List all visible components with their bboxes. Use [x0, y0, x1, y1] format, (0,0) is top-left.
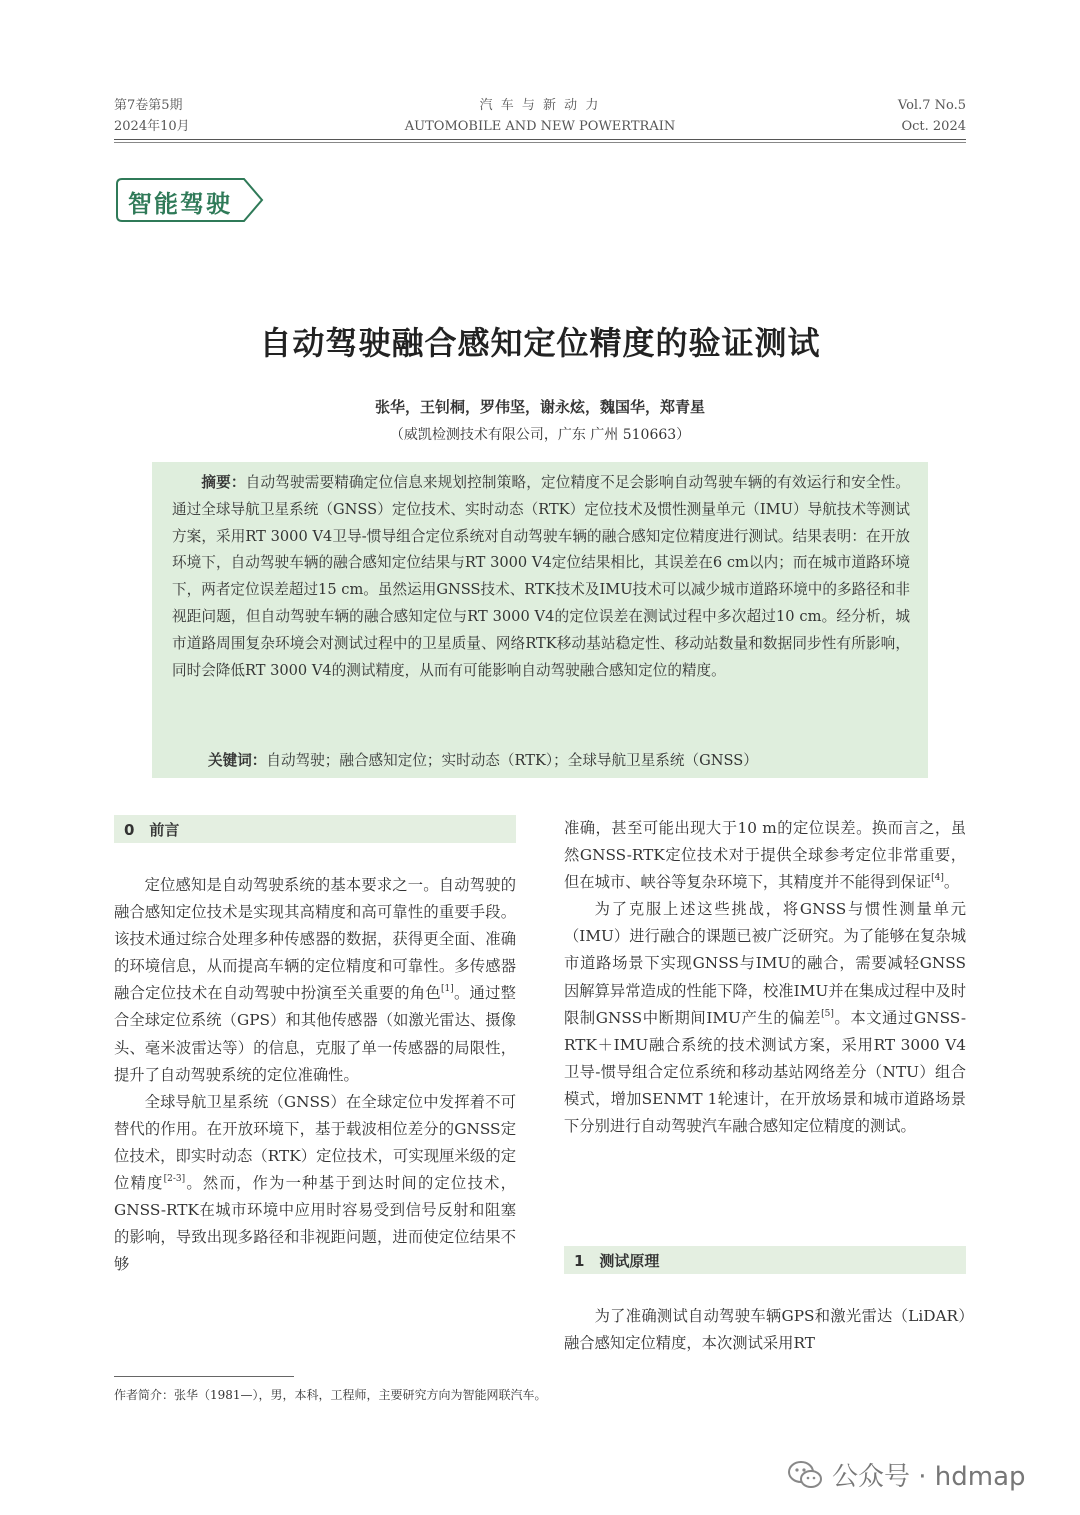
volume-date: Oct. 2024	[901, 119, 966, 134]
keywords	[208, 749, 758, 770]
citation: [5]	[821, 1008, 834, 1019]
paragraph: 为了准确测试自动驾驶车辆GPS和激光雷达（LiDAR）融合感知定位精度，本次测试采用RT	[564, 1307, 966, 1353]
footnote-rule	[114, 1376, 294, 1377]
column-tag-label: 智能驾驶	[128, 190, 232, 218]
issue-date: 2024年10月	[114, 119, 190, 134]
paragraph-text: 为了克服上述这些挑战，将GNSS与惯性测量单元（IMU）进行融合的课题已被广泛研究。为了能够在复杂城市道路场景下实现GNSS与IMU的融合，需要减轻GNSS因解算异常造成的性能下降，校准IMU并在集成过程中及时限制GNSS中断期间IMU产生的偏差	[564, 900, 966, 1027]
paragraph-text: 。然而，作为一种基于到达时间的定位技术，GNSS-RTK在城市环境中应用时容易受到信号反射和阻塞的影响，导致出现多路径和非视距问题，进而使定位结果不够	[114, 1174, 516, 1274]
wechat-icon	[788, 1460, 822, 1490]
keywords-label: 关键词：	[208, 752, 267, 769]
journal-name-en: AUTOMOBILE AND NEW POWERTRAIN	[404, 119, 676, 134]
volume-number: Vol.7 No.5	[897, 98, 966, 113]
watermark	[788, 1456, 1026, 1493]
article-title: 自动驾驶融合感知定位精度的验证测试	[259, 324, 821, 362]
paragraph	[114, 1089, 516, 1279]
abstract-label: 摘要：	[201, 474, 246, 491]
paragraph-text: 。本文通过GNSS-RTK＋IMU融合系统的技术测试方案，采用RT 3000 V4卫导-惯导组合定位系统和移动基站网络差分（NTU）组合模式，增加SENMT 1轮速计，在开放场景和城市道路场景下分别进行自动驾驶汽车融合感知定位精度的测试。	[564, 1008, 966, 1136]
journal-name-cn: 汽 车 与 新 动 力	[479, 98, 601, 113]
paragraph-text: 准确，甚至可能出现大于10 m的定位误差。换而言之，虽然GNSS-RTK定位技术对于提供全球参考定位非常重要，但在城市、峡谷等复杂环境下，其精度并不能得到保证	[564, 819, 966, 892]
affiliation: （威凯检测技术有限公司，广东 广州 510663）	[389, 427, 691, 443]
section-1-header	[564, 1246, 966, 1274]
abstract-box	[152, 462, 928, 778]
paragraph-text: 。	[943, 873, 960, 892]
paragraph-text: 。通过整合全球定位系统（GPS）和其他传感器（如激光雷达、摄像头、毫米波雷达等）的信息，克服了单一传感器的局限性，提升了自动驾驶系统的定位准确性。	[114, 984, 516, 1084]
author-footnote: 作者简介：张华（1981—），男，本科，工程师，主要研究方向为智能网联汽车。	[114, 1388, 547, 1402]
column-tag	[116, 178, 266, 222]
paragraph-text: 定位感知是自动驾驶系统的基本要求之一。自动驾驶的融合感知定位技术是实现其高精度和高可靠性的重要手段。该技术通过综合处理多种传感器的数据，获得更全面、准确的环境信息，从而提高车辆的定位精度和可靠性。多传感器融合定位技术在自动驾驶中扮演至关重要的角色	[114, 876, 516, 1003]
paragraph	[114, 872, 516, 1089]
section-1-title: 1 测试原理	[574, 1252, 660, 1270]
keywords-text: 自动驾驶；融合感知定位；实时动态（RTK）；全球导航卫星系统（GNSS）	[266, 752, 758, 769]
issue-volume: 第7卷第5期	[114, 98, 183, 113]
paragraph-text: 全球导航卫星系统（GNSS）在全球定位中发挥着不可替代的作用。在开放环境下，基于载波相位差分的GNSS定位技术，即实时动态（RTK）定位技术，可实现厘米级的定位精度	[114, 1092, 516, 1193]
citation: [2-3]	[163, 1174, 186, 1185]
left-column	[114, 872, 516, 1278]
citation: [1]	[440, 984, 454, 995]
author-list: 张华，王钊桐，罗伟坚，谢永炫，魏国华，郑青星	[374, 398, 705, 416]
right-column-continued	[564, 1303, 966, 1357]
header-rule-bottom	[114, 142, 966, 143]
abstract	[172, 470, 910, 684]
header-rule-top	[114, 139, 966, 140]
citation: [4]	[931, 873, 944, 884]
section-0-header	[114, 815, 516, 843]
journal-issue	[114, 95, 190, 137]
abstract-text: 自动驾驶需要精确定位信息来规划控制策略，定位精度不足会影响自动驾驶车辆的有效运行和安全性。通过全球导航卫星系统（GNSS）定位技术、实时动态（RTK）定位技术及惯性测量单元（IMU）导航技术等测试方案，采用RT 3000 V4卫导-惯导组合定位系统对自动驾驶车辆的融合感知定位精度进行测试。结果表明：在开放环境下，自动驾驶车辆的融合感知定位结果与RT 3000 V4定位结果相比，其误差在6 cm以内；而在城市道路环境下，两者定位误差超过15 cm。虽然运用GNSS技术、RTK技术及IMU技术可以减少城市道路环境中的多路径和非视距问题，但自动驾驶车辆的融合感知定位与RT 3000 V4的定位误差在测试过程中多次超过10 cm。经分析，城市道路周围复杂环境会对测试过程中的卫星质量、网络RTK移动基站稳定性、移动站数量和数据同步性有所影响，同时会降低RT 3000 V4的测试精度，从而有可能影响自动驾驶融合感知定位的精度。	[172, 474, 910, 679]
journal-volume	[898, 95, 966, 137]
journal-name	[300, 95, 780, 137]
right-column	[564, 815, 966, 1140]
watermark-text: 公众号 · hdmap	[832, 1462, 1026, 1492]
paragraph	[564, 815, 966, 896]
section-0-title: 0 前言	[124, 821, 180, 839]
paragraph	[564, 896, 966, 1140]
